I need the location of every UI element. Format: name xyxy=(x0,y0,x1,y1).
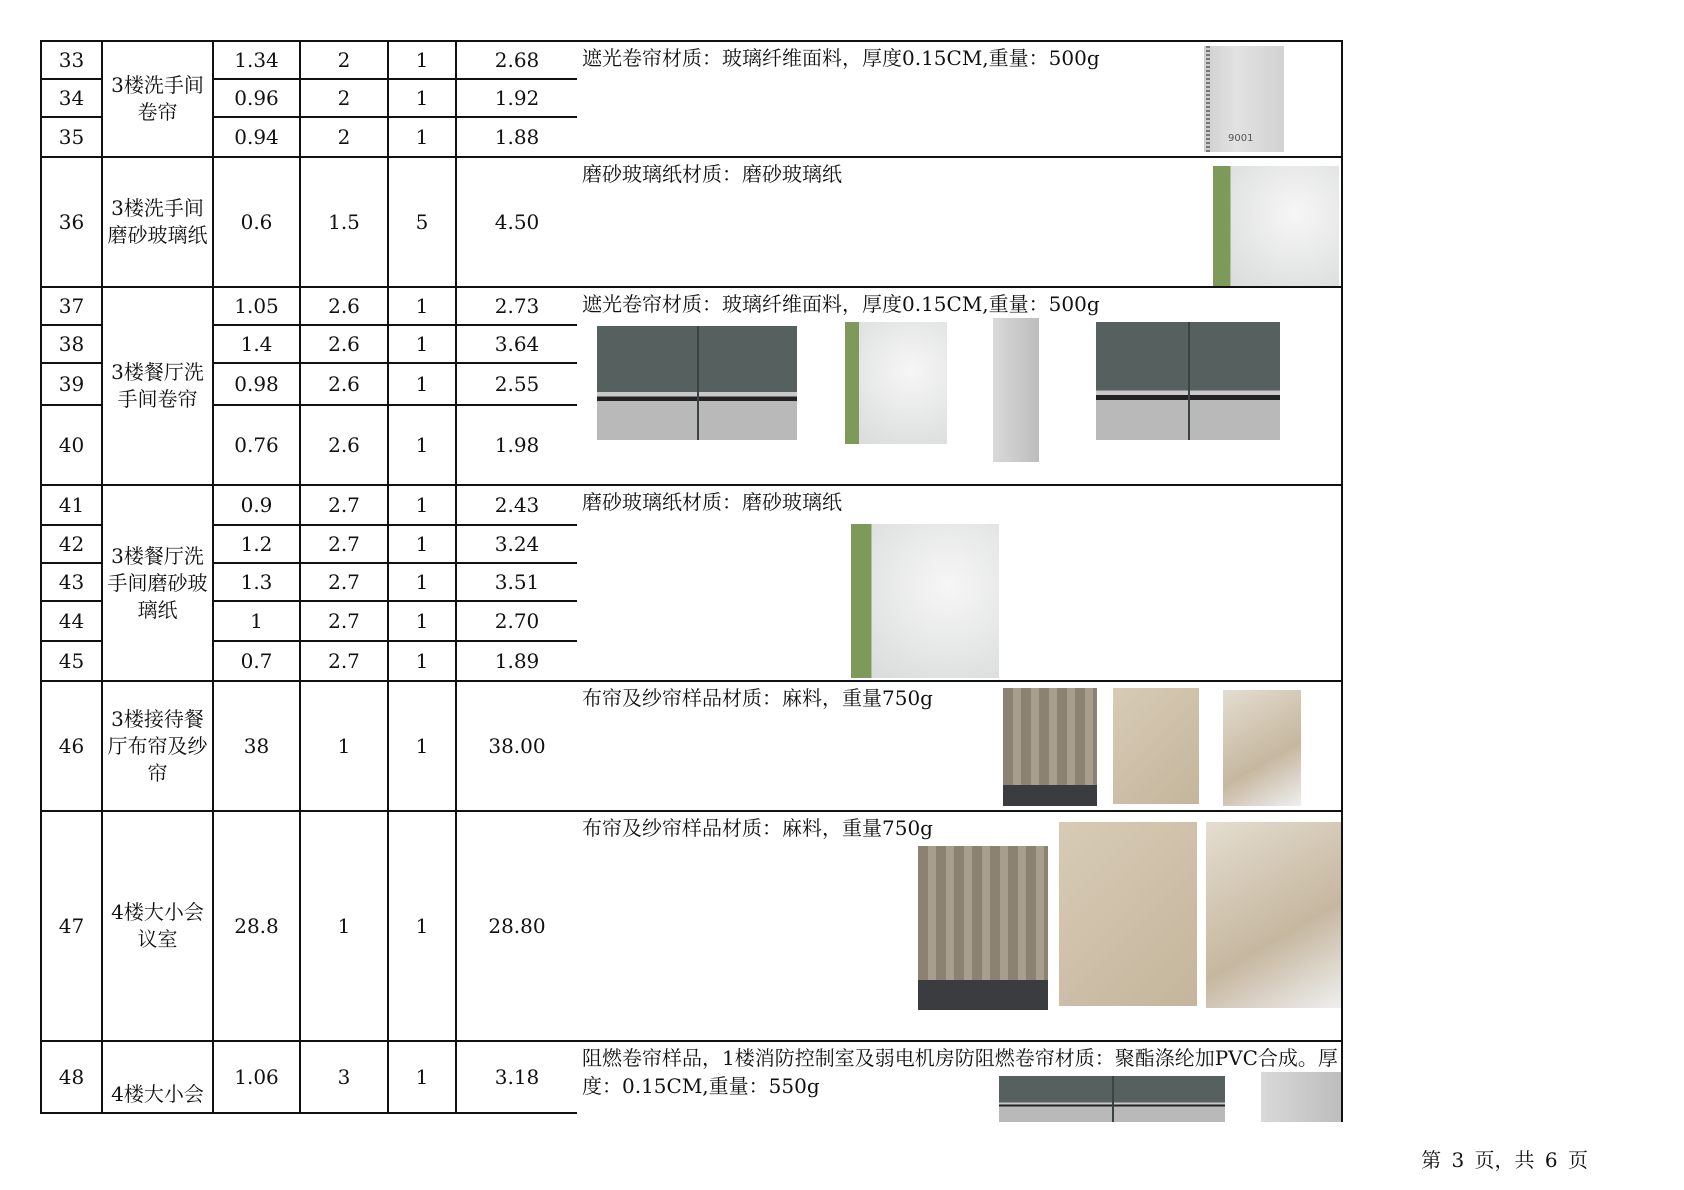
area-total-cell: 1.92 xyxy=(455,78,579,118)
height-cell: 1 xyxy=(299,810,389,1042)
quantity-cell: 1 xyxy=(387,362,457,406)
row-number: 42 xyxy=(40,524,103,564)
area-total-cell: 1.89 xyxy=(455,640,579,682)
page-footer: 第 3 页，共 6 页 xyxy=(1421,1148,1588,1172)
roller-blind-photo xyxy=(597,326,797,440)
row-number: 35 xyxy=(40,116,103,158)
row-number: 44 xyxy=(40,600,103,642)
width-cell: 28.8 xyxy=(212,810,301,1042)
linen-sample-photo xyxy=(1223,690,1301,806)
height-cell: 2.7 xyxy=(299,600,389,642)
material-description: 布帘及纱帘样品材质：麻料，重量750g xyxy=(582,816,933,840)
quantity-cell: 1 xyxy=(387,286,457,326)
material-description: 遮光卷帘材质：玻璃纤维面料，厚度0.15CM,重量：500g xyxy=(582,292,1100,316)
sample-label: 9001 xyxy=(1228,133,1254,144)
width-cell: 0.98 xyxy=(212,362,301,406)
row-number: 48 xyxy=(40,1040,103,1114)
description-cell xyxy=(577,680,1343,812)
row-number: 38 xyxy=(40,324,103,364)
description-cell xyxy=(577,40,1343,158)
width-cell: 1.34 xyxy=(212,40,301,80)
row-number: 45 xyxy=(40,640,103,682)
area-total-cell: 2.70 xyxy=(455,600,579,642)
linen-sample-photo xyxy=(1206,822,1341,1008)
quantity-cell: 1 xyxy=(387,524,457,564)
area-total-cell: 2.68 xyxy=(455,40,579,80)
linen-sample-photo xyxy=(1113,688,1199,804)
height-cell: 2.6 xyxy=(299,404,389,486)
height-cell: 2.7 xyxy=(299,640,389,682)
row-number: 36 xyxy=(40,156,103,288)
row-number: 43 xyxy=(40,562,103,602)
quantity-cell: 1 xyxy=(387,484,457,526)
height-cell: 2 xyxy=(299,40,389,80)
fabric-sample-photo xyxy=(1204,46,1284,152)
quantity-cell: 1 xyxy=(387,680,457,812)
quantity-cell: 1 xyxy=(387,640,457,682)
width-cell: 0.6 xyxy=(212,156,301,288)
area-name: 3楼接待餐厅布帘及纱帘 xyxy=(101,680,214,812)
area-total-cell: 3.51 xyxy=(455,562,579,602)
area-total-cell: 28.80 xyxy=(455,810,579,1042)
height-cell: 2.7 xyxy=(299,484,389,526)
area-total-cell: 2.43 xyxy=(455,484,579,526)
material-description: 遮光卷帘材质：玻璃纤维面料，厚度0.15CM,重量：500g xyxy=(582,46,1100,70)
width-cell: 1.2 xyxy=(212,524,301,564)
row-number: 37 xyxy=(40,286,103,326)
row-number: 33 xyxy=(40,40,103,80)
width-cell: 38 xyxy=(212,680,301,812)
width-cell: 1 xyxy=(212,600,301,642)
area-name: 3楼餐厅洗手间磨砂玻璃纸 xyxy=(101,484,214,682)
quantity-cell: 1 xyxy=(387,810,457,1042)
description-cell xyxy=(577,810,1343,1042)
height-cell: 1 xyxy=(299,680,389,812)
area-name: 3楼餐厅洗手间卷帘 xyxy=(101,286,214,486)
row-number: 34 xyxy=(40,78,103,118)
area-total-cell: 3.64 xyxy=(455,324,579,364)
height-cell: 2.6 xyxy=(299,324,389,364)
curtain-photo xyxy=(918,846,1048,1010)
row-number: 40 xyxy=(40,404,103,486)
quantity-cell: 1 xyxy=(387,116,457,158)
material-description: 阻燃卷帘样品，1楼消防控制室及弱电机房防阻燃卷帘材质：聚酯涤纶加PVC合成。厚度：0.15CM,重量：550g xyxy=(582,1046,1338,1098)
area-total-cell: 2.73 xyxy=(455,286,579,326)
area-total-cell: 3.24 xyxy=(455,524,579,564)
material-description: 磨砂玻璃纸材质：磨砂玻璃纸 xyxy=(582,490,842,514)
area-total-cell: 1.98 xyxy=(455,404,579,486)
height-cell: 2.7 xyxy=(299,562,389,602)
height-cell: 2.7 xyxy=(299,524,389,564)
area-total-cell: 4.50 xyxy=(455,156,579,288)
fabric-sample-photo xyxy=(993,318,1039,462)
row-number: 47 xyxy=(40,810,103,1042)
material-description: 磨砂玻璃纸材质：磨砂玻璃纸 xyxy=(582,162,842,186)
area-name: 4楼大小会 xyxy=(101,1040,214,1114)
area-name: 3楼洗手间磨砂玻璃纸 xyxy=(101,156,214,288)
width-cell: 1.06 xyxy=(212,1040,301,1114)
height-cell: 1.5 xyxy=(299,156,389,288)
quantity-cell: 1 xyxy=(387,600,457,642)
height-cell: 2.6 xyxy=(299,362,389,406)
quantity-cell: 1 xyxy=(387,78,457,118)
width-cell: 0.96 xyxy=(212,78,301,118)
material-description: 布帘及纱帘样品材质：麻料，重量750g xyxy=(582,686,933,710)
description-cell xyxy=(577,156,1343,288)
quantity-cell: 1 xyxy=(387,324,457,364)
area-total-cell: 2.55 xyxy=(455,362,579,406)
height-cell: 2 xyxy=(299,78,389,118)
frosted-film-photo xyxy=(1213,166,1339,286)
row-number: 41 xyxy=(40,484,103,526)
row-number: 46 xyxy=(40,680,103,812)
height-cell: 3 xyxy=(299,1040,389,1114)
area-total-cell: 3.18 xyxy=(455,1040,579,1114)
width-cell: 0.9 xyxy=(212,484,301,526)
area-name: 4楼大小会议室 xyxy=(101,810,214,1042)
area-total-cell: 1.88 xyxy=(455,116,579,158)
description-cell xyxy=(577,484,1343,682)
width-cell: 1.05 xyxy=(212,286,301,326)
frosted-film-photo xyxy=(845,322,947,444)
quantity-cell: 1 xyxy=(387,404,457,486)
description-cell xyxy=(577,286,1343,486)
quantity-cell: 1 xyxy=(387,562,457,602)
width-cell: 0.76 xyxy=(212,404,301,486)
area-name: 3楼洗手间卷帘 xyxy=(101,40,214,158)
row-number: 39 xyxy=(40,362,103,406)
frosted-film-photo xyxy=(851,524,999,678)
roller-blind-photo xyxy=(999,1076,1225,1122)
description-cell xyxy=(577,1040,1343,1122)
width-cell: 1.4 xyxy=(212,324,301,364)
fabric-sample-photo xyxy=(1261,1072,1341,1122)
curtain-photo xyxy=(1003,688,1097,806)
width-cell: 1.3 xyxy=(212,562,301,602)
linen-sample-photo xyxy=(1059,822,1197,1006)
width-cell: 0.7 xyxy=(212,640,301,682)
height-cell: 2 xyxy=(299,116,389,158)
quantity-cell: 1 xyxy=(387,1040,457,1114)
area-total-cell: 38.00 xyxy=(455,680,579,812)
roller-blind-photo xyxy=(1096,322,1280,440)
width-cell: 0.94 xyxy=(212,116,301,158)
quantity-cell: 5 xyxy=(387,156,457,288)
quantity-cell: 1 xyxy=(387,40,457,80)
height-cell: 2.6 xyxy=(299,286,389,326)
